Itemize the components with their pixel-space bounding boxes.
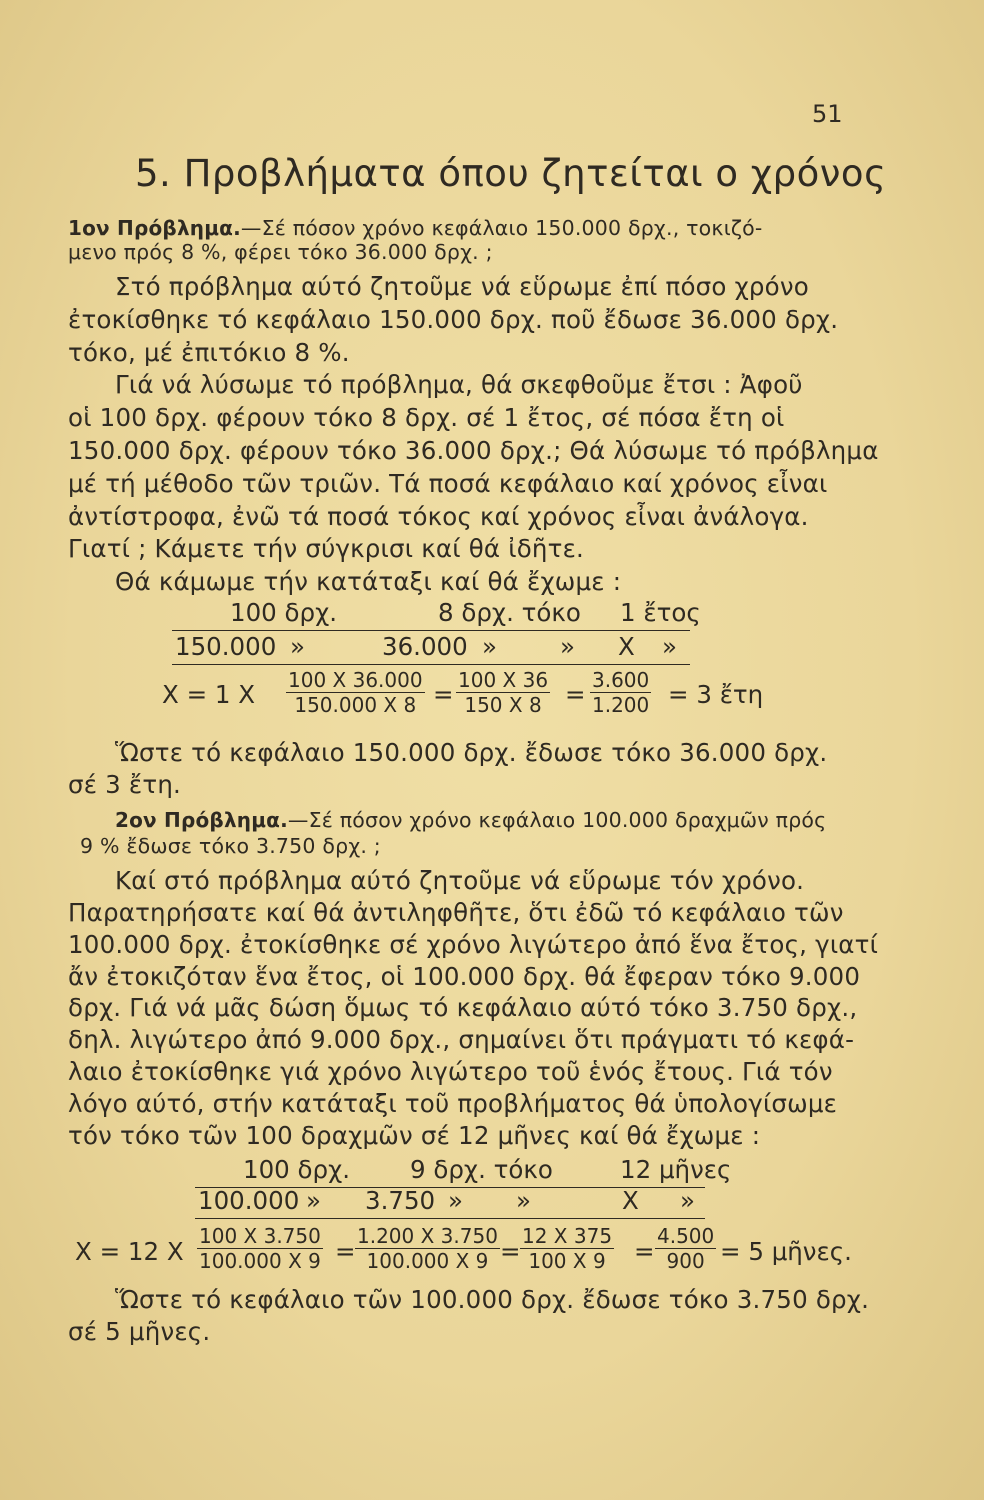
section-title: 5. Προβλήματα όπου ζητείται ο χρόνος <box>135 152 887 195</box>
paragraph-line: Γιά νά λύσωμε τό πρόβλημα, θά σκεφθοῦμε ἔτσι : Ἀφοῦ <box>115 370 803 399</box>
paragraph-line: μέ τή μέθοδο τῶν τριῶν. Τά ποσά κεφάλαιο καί χρόνος εἶναι <box>68 469 828 498</box>
paragraph-line: δρχ. Γιά νά μᾶς δώση ὅμως τό κεφάλαιο αύτό τόκο 3.750 δρχ., <box>68 993 858 1022</box>
equals-sign: = <box>500 1237 521 1266</box>
paragraph-line: Ὥστε τό κεφάλαιο τῶν 100.000 δρχ. ἔδωσε τόκο 3.750 δρχ. <box>115 1285 870 1314</box>
table-cell: » <box>560 632 575 661</box>
paragraph-line: τόκο, μέ ἐπιτόκιο 8 %. <box>68 338 350 367</box>
fraction: $\frac{12 X 375}{100 X 9}$ <box>522 1224 613 1273</box>
paragraph-line: ἐτοκίσθηκε τό κεφάλαιο 150.000 δρχ. ποῦ ἔδωσε 36.000 δρχ. <box>68 305 839 334</box>
fraction: $\frac{100 X 36}{150 X 8}$ <box>458 668 549 717</box>
problem1-statement-line2: μενο πρός 8 %, φέρει τόκο 36.000 δρχ. ; <box>68 240 493 264</box>
paragraph-line: τόν τόκο τῶν 100 δραχμῶν σέ 12 μῆνες καί θά ἔχωμε : <box>68 1121 761 1150</box>
paragraph-line: σέ 3 ἔτη. <box>68 770 182 799</box>
equation-lhs: X = 1 X <box>162 680 256 709</box>
problem1-heading: 1ον Πρόβλημα. <box>68 216 241 240</box>
table-cell: » <box>662 632 677 661</box>
table-cell: 150.000 <box>175 632 277 661</box>
equals-sign: = <box>634 1237 655 1266</box>
table-cell: 12 μῆνες <box>620 1155 732 1184</box>
problem2-statement-line2: 9 % ἔδωσε τόκο 3.750 δρχ. ; <box>80 834 381 858</box>
table-rule <box>195 1218 705 1219</box>
table-cell: 9 δρχ. τόκο <box>410 1155 553 1184</box>
paragraph-line: λόγο αύτό, στήν κατάταξι τοῦ προβλήματος θά ὑπολογίσωμε <box>68 1089 838 1118</box>
table-rule <box>172 664 690 665</box>
table-cell: » <box>306 1186 321 1215</box>
equation-result: = 5 μῆνες. <box>720 1237 852 1266</box>
table-cell: 100 δρχ. <box>243 1155 351 1184</box>
paragraph-line: Θά κάμωμε τήν κατάταξι καί θά ἔχωμε : <box>115 567 622 596</box>
table-cell: 8 δρχ. τόκο <box>438 598 581 627</box>
table-cell: 3.750 <box>365 1186 436 1215</box>
table-cell: » <box>448 1186 463 1215</box>
table-cell: » <box>516 1186 531 1215</box>
fraction: $\frac{4.500}{900}$ <box>657 1224 715 1273</box>
table-rule <box>172 630 690 631</box>
paragraph-line: οἱ 100 δρχ. φέρουν τόκο 8 δρχ. σέ 1 ἔτος, σέ πόσα ἔτη οἱ <box>68 403 785 432</box>
paragraph-line: ἄν ἐτοκιζόταν ἕνα ἔτος, οἱ 100.000 δρχ. θά ἔφεραν τόκο 9.000 <box>68 962 861 991</box>
table-cell: » <box>680 1186 695 1215</box>
equals-sign: = <box>335 1237 356 1266</box>
problem1-statement-line1: 1ον Πρόβλημα.—Σέ πόσον χρόνο κεφάλαιο 150.000 δρχ., τοκιζό- <box>68 216 763 240</box>
fraction: $\frac{100 X 3.750}{100.000 X 9}$ <box>199 1224 321 1273</box>
paragraph-line: 100.000 δρχ. ἐτοκίσθηκε σέ χρόνο λιγώτερο ἀπό ἕνα ἔτος, γιατί <box>68 930 879 959</box>
paragraph-line: Στό πρόβλημα αύτό ζητοῦμε νά εὕρωμε ἐπί πόσο χρόνο <box>115 272 809 301</box>
equals-sign: = <box>433 680 454 709</box>
table-cell: X <box>622 1186 639 1215</box>
table-cell: 36.000 <box>382 632 468 661</box>
paragraph-line: Γιατί ; Κάμετε τήν σύγκρισι καί θά ἰδῆτε. <box>68 534 585 563</box>
paragraph-line: 150.000 δρχ. φέρουν τόκο 36.000 δρχ.; Θά λύσωμε τό πρόβλημα <box>68 436 879 465</box>
table-cell: » <box>290 632 305 661</box>
page-number: 51 <box>812 100 843 128</box>
paragraph-line: δηλ. λιγώτερο ἀπό 9.000 δρχ., σημαίνει ὅτι πράγματι τό κεφά- <box>68 1025 855 1054</box>
table-cell: » <box>482 632 497 661</box>
problem2-heading: 2ον Πρόβλημα. <box>115 808 288 832</box>
fraction: $\frac{3.600}{1.200}$ <box>592 668 650 717</box>
fraction: $\frac{1.200 X 3.750}{100.000 X 9}$ <box>357 1224 498 1273</box>
table-cell: X <box>618 632 635 661</box>
paragraph-line: λαιο ἐτοκίσθηκε γιά χρόνο λιγώτερο τοῦ ἑνός ἔτους. Γιά τόν <box>68 1057 833 1086</box>
problem2-statement-line1: 2ον Πρόβλημα.—Σέ πόσον χρόνο κεφάλαιο 100.000 δραχμῶν πρός <box>115 808 827 832</box>
table-cell: 1 ἔτος <box>620 598 701 627</box>
paragraph-line: ἀντίστροφα, ἐνῶ τά ποσά τόκος καί χρόνος εἶναι ἀνάλογα. <box>68 502 809 531</box>
table-cell: 100 δρχ. <box>230 598 338 627</box>
paragraph-line: Ὥστε τό κεφάλαιο 150.000 δρχ. ἔδωσε τόκο 36.000 δρχ. <box>115 738 828 767</box>
paragraph-line: Καί στό πρόβλημα αύτό ζητοῦμε νά εὕρωμε τόν χρόνο. <box>115 866 805 895</box>
equation-result: = 3 ἔτη <box>668 680 764 709</box>
paragraph-line: σέ 5 μῆνες. <box>68 1317 211 1346</box>
equals-sign: = <box>565 680 586 709</box>
paragraph-line: Παρατηρήσατε καί θά ἀντιληφθῆτε, ὅτι ἐδῶ τό κεφάλαιο τῶν <box>68 898 844 927</box>
fraction: $\frac{100 X 36.000}{150.000 X 8}$ <box>288 668 423 717</box>
table-cell: 100.000 <box>198 1186 300 1215</box>
equation-lhs: X = 12 X <box>75 1237 184 1266</box>
